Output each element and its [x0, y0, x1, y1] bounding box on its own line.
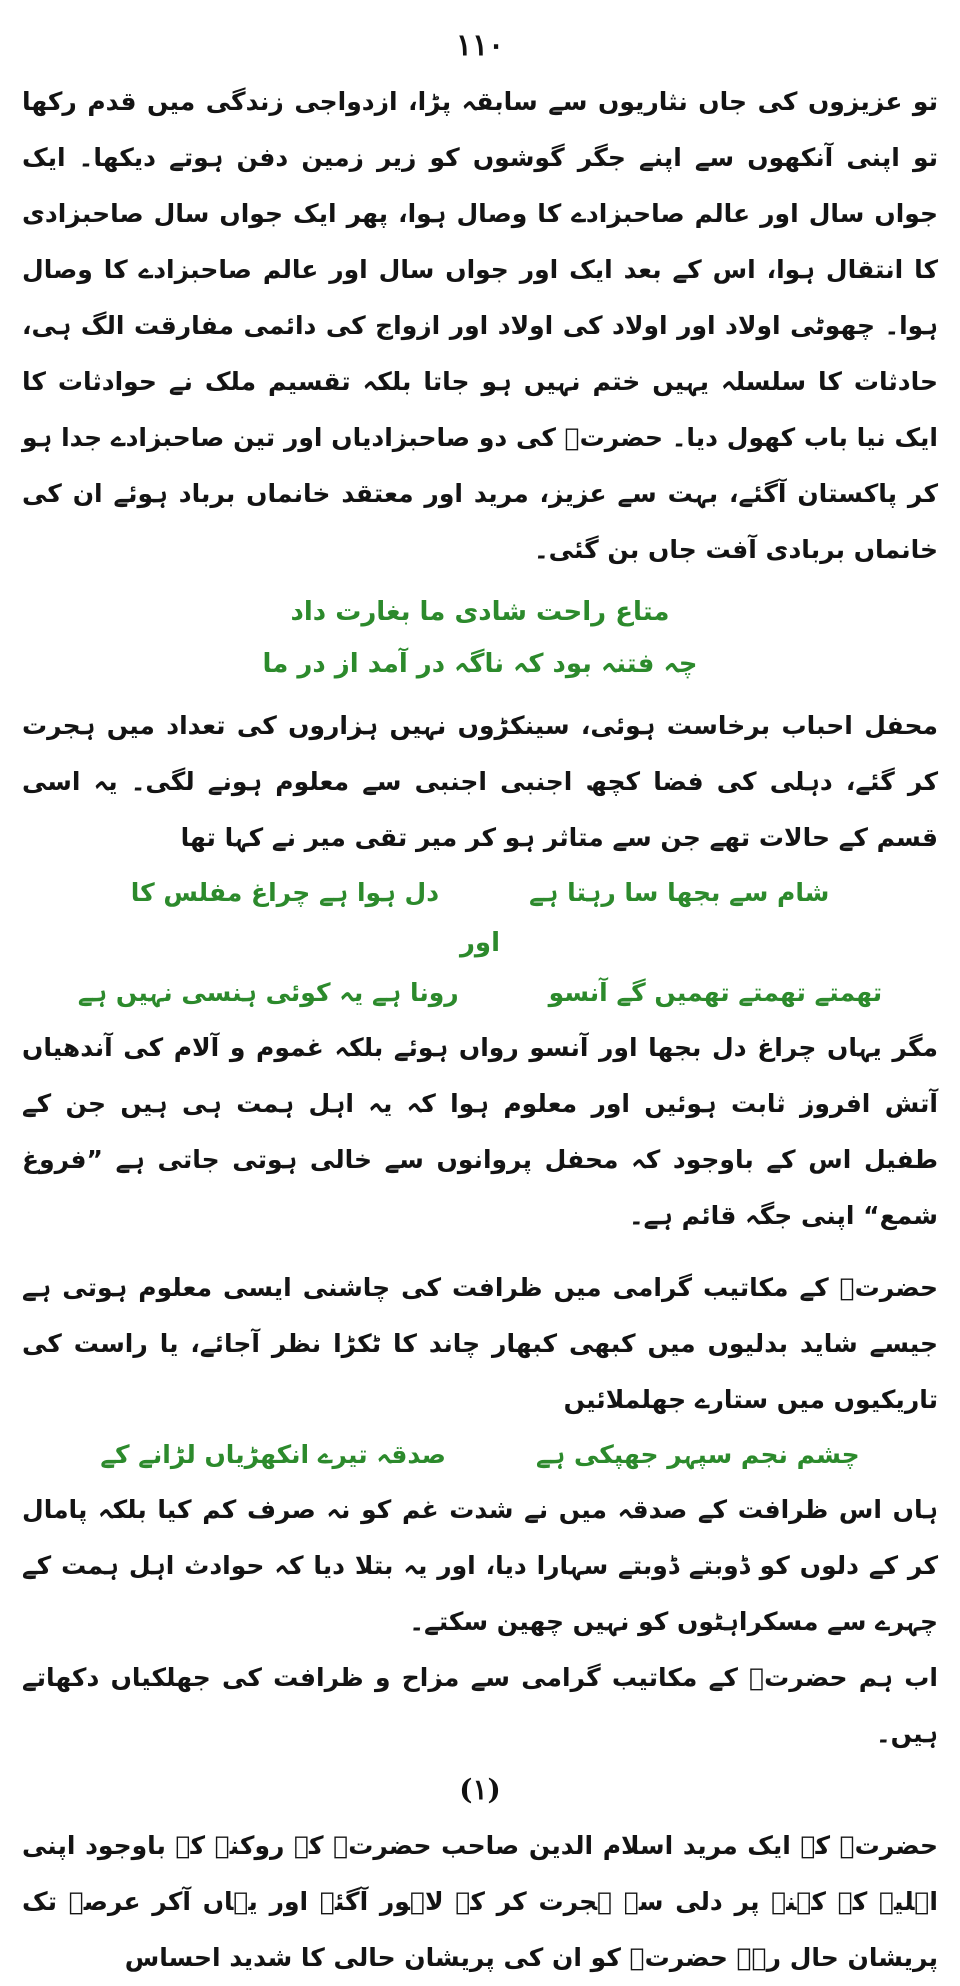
verse-1-line-2: چہ فتنہ بود کہ ناگہ در آمد از در ما [262, 649, 698, 679]
paragraph-5: ہاں اس ظرافت کے صدقہ میں نے شدت غم کو نہ صرف کم کیا بلکہ پامال کر کے دلوں کو ڈوبتے ڈوبتے سہارا دیا، اور یہ بتلا دیا کہ حوادث اہل ہمت کے چہرے سے مسکراہٹوں کو نہیں چھین سکتے۔ [22, 1495, 938, 1636]
paragraph-7: حضرتؒ کے ایک مرید اسلام الدین صاحب حضرتؒ کے روکنے کے باوجود اپنی اہلیہ کے کہنے پر دلی سے ہجرت کر کے لاہور آگئے اور یہاں آکر عرصہ تک پریشان حال رہے حضرتؒ کو ان کی پریشان حالی کا شدید احساس [22, 1831, 938, 1972]
paragraph-2: محفل احباب برخاست ہوئی، سینکڑوں نہیں ہزاروں کی تعداد میں ہجرت کر گئے، دہلی کی فضا کچھ اجنبی اجنبی سے معلوم ہونے لگی۔ یہ اسی قسم کے حالات تھے جن سے متاثر ہو کر میر تقی میر نے کہا تھا [22, 711, 938, 852]
verse-4-couplet [22, 1428, 938, 1482]
section-number: (۱) [459, 1773, 501, 1806]
verse-2-left-hemistich: دل ہوا ہے چراغ مفلس کا [130, 878, 440, 907]
verse-3-couplet [22, 966, 938, 1020]
verse-4-left-hemistich: صدقہ تیرے انکھڑیاں لڑانے کے [100, 1440, 446, 1469]
verse-2-right-hemistich: شام سے بجھا سا رہتا ہے [529, 878, 830, 907]
verse-3-left-hemistich: رونا ہے یہ کوئی ہنسی نہیں ہے [77, 978, 459, 1007]
verse-4-right-hemistich: چشم نجم سپہر جھپکی ہے [535, 1440, 860, 1469]
verse-2-couplet [22, 866, 938, 920]
verse-3-right-hemistich: تھمتے تھمتے تھمیں گے آنسو [548, 978, 883, 1007]
paragraph-1: تو عزیزوں کی جاں نثاریوں سے سابقہ پڑا، ازدواجی زندگی میں قدم رکھا تو اپنی آنکھوں سے اپنے جگر گوشوں کو زیر زمین دفن ہوتے دیکھا۔ ایک جواں سال اور عالم صاحبزادے کا وصال ہوا، پھر ایک جواں سال صاحبزادی کا انتقال ہوا، اس کے بعد ایک اور جواں سال اور عالم صاحبزادے کا وصال ہوا۔ چھوٹی اولاد اور اولاد کی اولاد اور ازواج کی دائمی مفارقت الگ ہی، حادثات کا سلسلہ یہیں ختم نہیں ہو جاتا بلکہ تقسیم ملک نے حوادثات کا ایک نیا باب کھول دیا۔ حضرتؒ کی دو صاحبزادیاں اور تین صاحبزادے جدا ہو کر پاکستان آگئے، بہت سے عزیز، مرید اور معتقد خانماں برباد ہوئے ان کی خانماں بربادی آفت جاں بن گئی۔ [22, 87, 938, 564]
paragraph-4: حضرتؒ کے مکاتیب گرامی میں ظرافت کی چاشنی ایسی معلوم ہوتی ہے جیسے شاید بدلیوں میں کبھی کبھار چاند کا ٹکڑا نظر آجائے، یا راست کی تاریکیوں میں ستارے جھلملائیں [22, 1273, 938, 1414]
verse-connector: اور [459, 928, 501, 958]
page-number: ۱۱۰ [455, 28, 505, 63]
verse-1-line-1: متاع راحت شادی ما بغارت داد [290, 597, 670, 627]
paragraph-3: مگر یہاں چراغ دل بجھا اور آنسو رواں ہوئے بلکہ غموم و آلام کی آندھیاں آتش افروز ثابت ہوئیں اور معلوم ہوا کہ یہ اہل ہمت ہی ہیں جن کے طفیل اس کے باوجود کہ محفل پروانوں سے خالی ہوتی جاتی ہے ”فروغ شمع“ اپنی جگہ قائم ہے۔ [22, 1033, 938, 1230]
paragraph-6: اب ہم حضرتؒ کے مکاتیب گرامی سے مزاح و ظرافت کی جھلکیاں دکھاتے ہیں۔ [22, 1663, 938, 1748]
